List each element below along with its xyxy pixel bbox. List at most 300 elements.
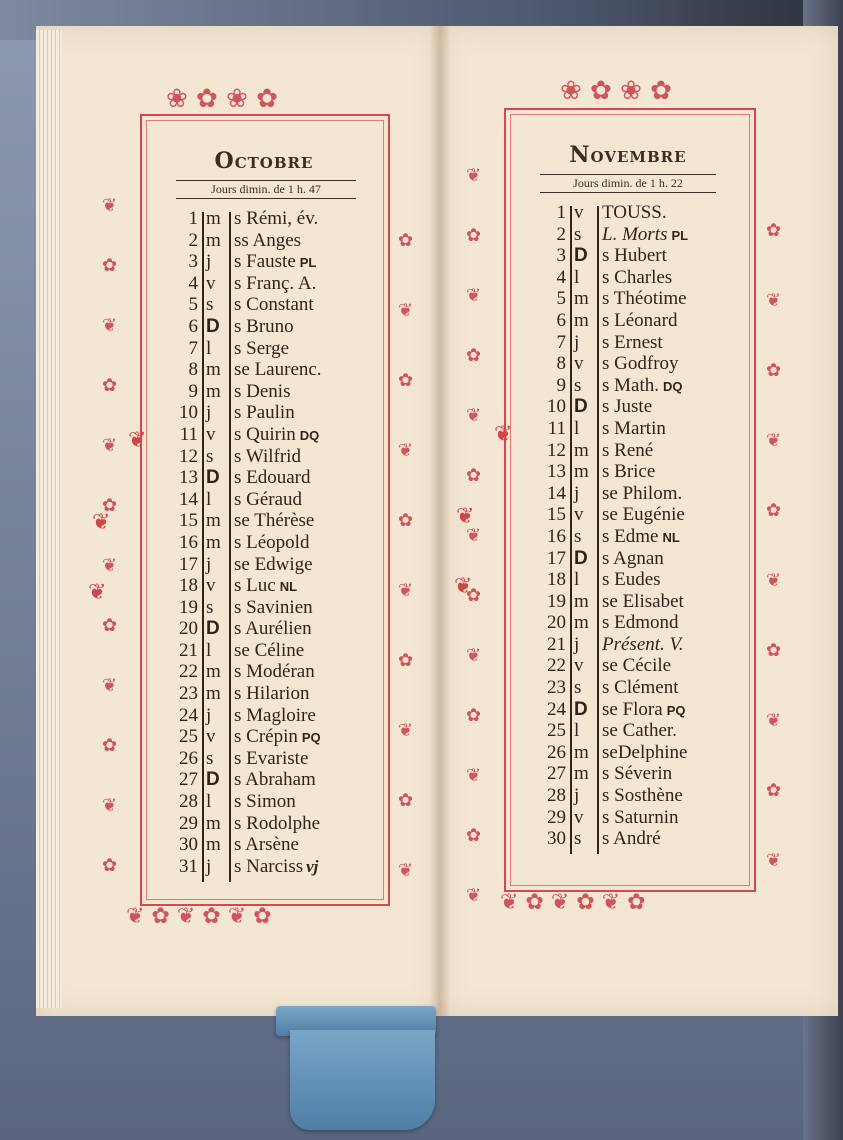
saint-name — [602, 720, 677, 742]
saint-name-text: s Bruno — [234, 315, 294, 337]
calendar-row — [168, 856, 388, 878]
day-number: 14 — [547, 482, 566, 504]
moon-phase-note: PQ — [666, 702, 686, 718]
saint-name-text: s Rémi, év. — [234, 208, 319, 229]
saint-name — [602, 612, 679, 634]
saint-name-text: s Séverin — [602, 763, 673, 785]
weekday-letter: s — [574, 374, 582, 396]
saint-name-text: s Evariste — [234, 747, 309, 769]
saint-name-text: s Serge — [234, 337, 290, 359]
saint-name — [234, 316, 294, 338]
saint-name — [602, 483, 682, 505]
saint-name-text: s Wilfrid — [234, 445, 301, 467]
saint-name-text: s Charles — [602, 266, 673, 288]
weekday-letter: j — [574, 482, 580, 504]
calendar-row — [168, 791, 388, 813]
saint-name — [602, 548, 664, 570]
day-number: 15 — [547, 504, 566, 526]
saint-name — [602, 591, 684, 613]
day-number: 19 — [179, 596, 198, 618]
moon-phase-note: PL — [671, 227, 689, 243]
day-number: 10 — [179, 402, 198, 424]
calendar-row — [536, 699, 756, 721]
saint-name — [234, 489, 302, 511]
saint-name-text: s Edme — [602, 525, 659, 547]
page-novembre — [440, 26, 838, 1016]
weekday-letter: D — [574, 245, 588, 267]
saint-name — [234, 640, 304, 662]
saint-name — [234, 705, 316, 727]
calendar-row — [168, 446, 388, 468]
day-number: 13 — [179, 467, 198, 489]
calendar-row — [536, 504, 756, 526]
saint-name — [602, 353, 679, 375]
day-number: 3 — [188, 251, 198, 273]
calendar-row — [536, 612, 756, 634]
saint-name — [234, 554, 313, 576]
weekday-letter: v — [574, 806, 584, 828]
day-number: 7 — [556, 331, 566, 353]
saint-name-text: s Arsène — [234, 834, 299, 856]
calendar-row — [168, 338, 388, 360]
calendar-row — [168, 251, 388, 273]
calendar-row — [168, 813, 388, 835]
calendar-row — [536, 202, 756, 224]
saint-name — [602, 655, 671, 677]
weekday-letter: j — [206, 855, 212, 877]
calendar-row — [168, 230, 388, 252]
weekday-letter: D — [206, 467, 220, 489]
day-number: 29 — [179, 812, 198, 834]
moon-phase-note: PQ — [301, 730, 321, 746]
weekday-letter: l — [574, 417, 580, 439]
calendar-row — [168, 834, 388, 856]
day-number: 21 — [179, 639, 198, 661]
saint-name — [234, 294, 314, 316]
day-number: 6 — [556, 309, 566, 331]
weekday-letter: D — [206, 315, 220, 337]
weekday-letter: l — [574, 720, 580, 742]
weekday-letter: l — [574, 569, 580, 591]
saint-name — [234, 834, 299, 856]
weekday-letter: m — [206, 510, 221, 532]
day-number: 27 — [179, 769, 198, 791]
weekday-letter: v — [206, 575, 216, 597]
calendar-row — [536, 807, 756, 829]
saint-name-text: s Denis — [234, 380, 291, 402]
saint-name — [602, 375, 683, 398]
weekday-letter: D — [574, 547, 588, 569]
subtitle-octobre: Jours dimin. de 1 h. 47 — [176, 180, 356, 199]
calendar-row — [536, 828, 756, 850]
saint-name-text: s Brice — [602, 461, 656, 483]
weekday-letter: j — [206, 704, 212, 726]
calendar-row — [168, 273, 388, 295]
weekday-letter: m — [574, 309, 589, 331]
day-number: 11 — [179, 423, 198, 445]
weekday-letter: s — [206, 445, 214, 467]
saint-name — [602, 504, 685, 526]
calendar-octobre — [168, 208, 388, 880]
day-number: 12 — [179, 445, 198, 467]
day-number: 14 — [179, 488, 198, 510]
saint-name-text: s Fauste — [234, 251, 296, 273]
day-number: 24 — [179, 704, 198, 726]
saint-name-text: ss Anges — [234, 229, 302, 251]
book-gutter — [430, 26, 450, 1016]
calendar-row — [168, 489, 388, 511]
day-number: 6 — [188, 315, 198, 337]
saint-name — [234, 424, 319, 447]
day-number: 21 — [547, 633, 566, 655]
day-number: 22 — [547, 655, 566, 677]
saint-name — [234, 726, 321, 749]
saint-name-text: s Agnan — [602, 547, 664, 569]
saint-name — [602, 526, 680, 549]
saint-name-text: s Franç. A. — [234, 272, 317, 294]
vine-ornament-right: ✿ ❦ ✿ ❦ ✿ ❦ ✿ ❦ ✿ ❦ — [766, 220, 782, 871]
calendar-row — [168, 294, 388, 316]
calendar-row — [168, 424, 388, 446]
page-edges — [36, 30, 62, 1008]
calendar-row — [168, 726, 388, 748]
vine-ornament-bottom: ❦ ✿ ❦ ✿ ❦ ✿ — [126, 904, 272, 929]
weekday-letter: v — [206, 726, 216, 748]
saint-name — [234, 359, 322, 381]
saint-name-text: se Laurenc. — [234, 359, 322, 381]
day-number: 17 — [179, 553, 198, 575]
weekday-letter: m — [206, 683, 221, 705]
day-number: 7 — [188, 337, 198, 359]
butterfly-icon: ❦ — [454, 574, 473, 599]
weekday-letter: v — [574, 353, 584, 375]
day-number: 31 — [179, 855, 198, 877]
day-number: 26 — [547, 741, 566, 763]
saint-name-text: s Rodolphe — [234, 812, 321, 834]
weekday-letter: m — [206, 834, 221, 856]
page-octobre — [36, 26, 441, 1016]
day-number: 1 — [188, 208, 198, 229]
calendar-row — [536, 353, 756, 375]
saint-name — [602, 396, 652, 418]
saint-name-text: s Saturnin — [602, 806, 679, 828]
saint-name — [234, 338, 289, 360]
calendar-novembre — [536, 202, 756, 852]
weekday-letter: s — [206, 747, 214, 769]
calendar-row — [168, 661, 388, 683]
saint-name-text: s Constant — [234, 294, 314, 316]
calendar-row — [536, 655, 756, 677]
saint-name-text: Présent. V. — [602, 633, 684, 655]
day-number: 22 — [179, 661, 198, 683]
day-number: 10 — [547, 396, 566, 418]
saint-name-text: se Cather. — [602, 720, 677, 742]
weekday-letter: m — [574, 741, 589, 763]
day-number: 18 — [547, 569, 566, 591]
day-number: 12 — [547, 439, 566, 461]
saint-name — [234, 748, 308, 770]
weekday-letter: s — [206, 294, 214, 316]
saint-name-text: s Eudes — [602, 569, 661, 591]
saint-name — [234, 661, 315, 683]
weekday-letter: m — [206, 531, 221, 553]
calendar-row — [536, 569, 756, 591]
saint-name-text: s Crépin — [234, 726, 298, 748]
saint-name — [602, 742, 687, 764]
weekday-letter: m — [574, 439, 589, 461]
saint-name-text: s Luc — [234, 575, 276, 597]
day-number: 11 — [547, 417, 566, 439]
saint-name-text: s Modéran — [234, 661, 315, 683]
day-number: 24 — [547, 698, 566, 720]
saint-name — [602, 224, 688, 247]
weekday-letter: s — [574, 828, 582, 850]
calendar-row — [536, 763, 756, 785]
vine-ornament-left: ❦ ✿ ❦ ✿ ❦ ✿ ❦ ✿ ❦ ✿ ❦ ✿ ❦ — [466, 165, 482, 906]
calendar-row — [168, 381, 388, 403]
weekday-letter: v — [206, 423, 216, 445]
day-number: 30 — [179, 834, 198, 856]
calendar-row — [536, 591, 756, 613]
calendar-row — [536, 245, 756, 267]
weekday-letter: v — [206, 272, 216, 294]
vine-ornament-bottom: ❦ ✿ ❦ ✿ ❦ ✿ — [500, 890, 646, 915]
weekday-letter: D — [206, 618, 220, 640]
calendar-row — [168, 467, 388, 489]
calendar-row — [168, 208, 388, 230]
calendar-row — [536, 332, 756, 354]
day-number: 23 — [547, 677, 566, 699]
saint-name — [234, 856, 318, 878]
saint-name — [234, 273, 316, 295]
calendar-row — [536, 288, 756, 310]
weekday-letter: m — [206, 359, 221, 381]
saint-name-text: s Aurélien — [234, 618, 312, 640]
day-number: 4 — [556, 266, 566, 288]
weekday-letter: D — [574, 396, 588, 418]
weekday-letter: j — [206, 402, 212, 424]
calendar-row — [536, 396, 756, 418]
saint-name — [602, 332, 663, 354]
month-title-octobre: Octobre — [214, 148, 314, 174]
weekday-letter: j — [574, 331, 580, 353]
saint-name — [234, 467, 311, 489]
butterfly-icon: ❦ — [128, 428, 147, 453]
saint-name-text: s Hilarion — [234, 683, 310, 705]
saint-name-text: L. Morts — [602, 223, 668, 245]
day-number: 17 — [547, 547, 566, 569]
weekday-letter: l — [206, 639, 212, 661]
day-number: 13 — [547, 461, 566, 483]
weekday-letter: j — [574, 785, 580, 807]
calendar-row — [536, 742, 756, 764]
weekday-letter: s — [574, 223, 582, 245]
calendar-row — [168, 402, 388, 424]
weekday-letter: m — [574, 763, 589, 785]
saint-name-text: s Edouard — [234, 467, 311, 489]
calendar-row — [168, 683, 388, 705]
saint-name-text: s Narciss — [234, 855, 304, 877]
saint-name-text: se Edwige — [234, 553, 313, 575]
calendar-row — [536, 720, 756, 742]
saint-name — [602, 785, 683, 807]
calendar-row — [168, 640, 388, 662]
day-number: 18 — [179, 575, 198, 597]
saint-name — [602, 440, 653, 462]
day-number: 26 — [179, 747, 198, 769]
vine-ornament-right: ✿ ❦ ✿ ❦ ✿ ❦ ✿ ❦ ✿ ❦ — [398, 230, 414, 881]
saint-name-text: s Théotime — [602, 288, 687, 310]
saint-name — [234, 446, 301, 468]
vine-ornament-top: ❀ ✿ ❀ ✿ — [560, 76, 672, 106]
weekday-letter: l — [206, 488, 212, 510]
day-number: 23 — [179, 683, 198, 705]
weekday-letter: m — [206, 661, 221, 683]
weekday-letter: m — [574, 288, 589, 310]
moon-phase-note: DQ — [299, 427, 320, 443]
saint-name — [602, 828, 661, 850]
weekday-letter: j — [574, 633, 580, 655]
saint-name-text: se Céline — [234, 639, 305, 661]
weekday-letter: s — [206, 596, 214, 618]
day-number: 2 — [188, 229, 198, 251]
day-number: 28 — [179, 791, 198, 813]
vine-ornament-top: ❀ ✿ ❀ ✿ — [166, 84, 278, 114]
day-number: 25 — [179, 726, 198, 748]
day-number: 16 — [547, 525, 566, 547]
saint-name — [602, 310, 677, 332]
day-number: 5 — [188, 294, 198, 316]
saint-name-text: s Magloire — [234, 704, 316, 726]
weekday-letter: D — [206, 769, 220, 791]
saint-name-text: s André — [602, 828, 661, 850]
calendar-row — [536, 267, 756, 289]
weekday-letter: l — [206, 337, 212, 359]
calendar-row — [168, 359, 388, 381]
calendar-row — [536, 483, 756, 505]
weekday-letter: v — [574, 504, 584, 526]
calendar-row — [168, 575, 388, 597]
saint-name — [602, 699, 685, 722]
saint-name — [602, 569, 661, 591]
day-number: 8 — [556, 353, 566, 375]
day-number: 20 — [547, 612, 566, 634]
day-number: 9 — [556, 374, 566, 396]
calendar-row — [168, 748, 388, 770]
ribbon-tail — [290, 1030, 435, 1130]
calendar-row — [168, 705, 388, 727]
weekday-letter: m — [206, 812, 221, 834]
weekday-letter: l — [574, 266, 580, 288]
calendar-row — [536, 677, 756, 699]
weekday-letter: m — [206, 229, 221, 251]
saint-name — [602, 807, 679, 829]
saint-name-text: s Simon — [234, 791, 296, 813]
saint-name — [234, 510, 314, 532]
calendar-row — [168, 316, 388, 338]
weekday-letter: j — [206, 553, 212, 575]
day-number: 30 — [547, 828, 566, 850]
calendar-row — [536, 440, 756, 462]
day-number: 20 — [179, 618, 198, 640]
saint-name-text: s Math. — [602, 374, 659, 396]
day-number: 19 — [547, 590, 566, 612]
weekday-letter: j — [206, 251, 212, 273]
day-number: 16 — [179, 531, 198, 553]
calendar-row — [536, 548, 756, 570]
saint-name — [602, 202, 667, 224]
saint-name-text: s Hubert — [602, 245, 667, 267]
day-number: 15 — [179, 510, 198, 532]
saint-name — [602, 461, 655, 483]
saint-name — [602, 267, 672, 289]
calendar-row — [536, 310, 756, 332]
moon-phase-note: vj — [306, 856, 319, 876]
saint-name-text: s Savinien — [234, 596, 313, 618]
day-number: 27 — [547, 763, 566, 785]
calendar-row — [168, 597, 388, 619]
moon-phase-note: DQ — [663, 378, 683, 394]
butterfly-icon: ❦ — [92, 510, 111, 535]
saint-name — [602, 288, 687, 310]
day-number: 1 — [556, 202, 566, 223]
saint-name — [234, 208, 318, 230]
saint-name-text: s Ernest — [602, 331, 663, 353]
calendar-row — [168, 532, 388, 554]
calendar-row — [536, 634, 756, 656]
butterfly-icon: ❦ — [494, 422, 513, 447]
month-title-novembre: Novembre — [569, 142, 687, 168]
vine-ornament-left: ❦ ✿ ❦ ✿ ❦ ✿ ❦ ✿ ❦ ✿ ❦ ✿ — [102, 195, 118, 876]
saint-name — [602, 677, 679, 699]
day-number: 25 — [547, 720, 566, 742]
saint-name — [602, 763, 672, 785]
butterfly-icon: ❦ — [88, 580, 107, 605]
saint-name — [602, 418, 666, 440]
saint-name — [602, 634, 683, 656]
saint-name-text: s Léopold — [234, 531, 310, 553]
saint-name-text: s Clément — [602, 677, 679, 699]
saint-name — [234, 813, 320, 835]
weekday-letter: s — [574, 677, 582, 699]
saint-name-text: se Cécile — [602, 655, 672, 677]
saint-name — [602, 245, 667, 267]
weekday-letter: m — [574, 461, 589, 483]
saint-name-text: s Martin — [602, 417, 666, 439]
day-number: 8 — [188, 359, 198, 381]
butterfly-icon: ❦ — [456, 504, 475, 529]
day-number: 3 — [556, 245, 566, 267]
calendar-row — [536, 785, 756, 807]
calendar-row — [168, 554, 388, 576]
calendar-row — [168, 618, 388, 640]
saint-name-text: se Elisabet — [602, 590, 684, 612]
saint-name-text: s Juste — [602, 396, 653, 418]
calendar-row — [168, 510, 388, 532]
weekday-letter: m — [574, 590, 589, 612]
saint-name — [234, 683, 309, 705]
saint-name — [234, 769, 316, 791]
weekday-letter: v — [574, 655, 584, 677]
saint-name-text: se Flora — [602, 698, 663, 720]
moon-phase-note: PL — [299, 255, 317, 271]
saint-name-text: se Philom. — [602, 482, 683, 504]
saint-name — [234, 618, 312, 640]
weekday-letter: m — [206, 380, 221, 402]
saint-name-text: seDelphine — [602, 741, 688, 763]
weekday-letter: l — [206, 791, 212, 813]
saint-name — [234, 575, 297, 598]
